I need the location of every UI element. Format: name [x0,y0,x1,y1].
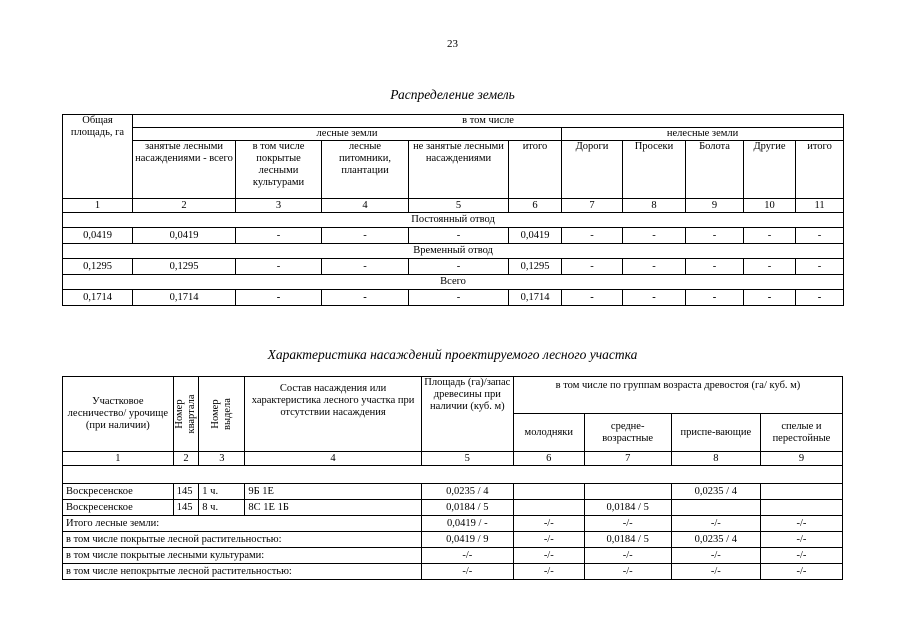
header-col: в том числе покрытые лесными культурами [236,141,322,199]
header-age: спелые и перестойные [760,414,842,452]
cell: -/- [760,516,842,532]
stand-characteristics-table [62,376,843,580]
cell: - [236,290,322,306]
col-number: 5 [421,452,513,466]
cell: -/- [671,564,760,580]
cell: - [796,259,844,275]
cell: 0,0184 / 5 [421,500,513,516]
header-age: молодняки [513,414,584,452]
cell: -/- [760,532,842,548]
cell: Воскресенское [63,500,174,516]
header-section [199,377,245,452]
cell: -/- [671,548,760,564]
col-number: 7 [584,452,671,466]
header-nonforest-lands: нелесные земли [562,128,844,141]
cell: -/- [671,516,760,532]
stand-characteristics-title: Характеристика насаждений проектируемого лесного участка [267,347,638,362]
empty-row [63,466,843,484]
cell: -/- [760,548,842,564]
header-including: в том числе [133,115,844,128]
cell [760,500,842,516]
cell: -/- [421,548,513,564]
land-distribution-title: Распределение земель [390,87,515,102]
cell [671,500,760,516]
summary-label: Итого лесные земли: [63,516,422,532]
summary-label: в том числе покрытые лесными культурами: [63,548,422,564]
col-number: 2 [133,199,236,213]
col-number: 4 [245,452,421,466]
cell: - [686,290,744,306]
cell: - [686,259,744,275]
cell [513,484,584,500]
cell: -/- [513,532,584,548]
col-number: 5 [409,199,509,213]
summary-label: в том числе покрытые лесной растительностью: [63,532,422,548]
cell: 0,1714 [509,290,562,306]
cell: -/- [584,548,671,564]
cell: 145 [173,500,199,516]
cell: - [744,290,796,306]
cell: - [322,290,409,306]
cell: - [623,259,686,275]
cell: 0,0419 [133,228,236,244]
cell [584,484,671,500]
cell: - [322,259,409,275]
cell: - [562,290,623,306]
cell: - [409,259,509,275]
header-col: Дороги [562,141,623,199]
col-number: 2 [173,452,199,466]
header-col: Другие [744,141,796,199]
cell: 1 ч. [199,484,245,500]
col-number: 9 [686,199,744,213]
page-number: 23 [447,38,458,50]
cell [760,484,842,500]
col-number: 6 [513,452,584,466]
empty-cell [63,466,843,484]
cell: 0,0235 / 4 [671,484,760,500]
table-row [63,484,843,500]
col-number: 6 [509,199,562,213]
cell: Воскресенское [63,484,174,500]
cell: 0,0235 / 4 [671,532,760,548]
summary-row [63,516,843,532]
cell: 0,0184 / 5 [584,500,671,516]
table-row [63,290,844,306]
cell: -/- [513,516,584,532]
cell: -/- [421,564,513,580]
cell: 145 [173,484,199,500]
col-number: 3 [236,199,322,213]
summary-row [63,532,843,548]
col-number: 8 [623,199,686,213]
cell: -/- [760,564,842,580]
cell: - [623,290,686,306]
cell: - [686,228,744,244]
cell: 0,0419 [63,228,133,244]
cell: -/- [513,548,584,564]
header-age: приспе-вающие [671,414,760,452]
cell: 0,1295 [133,259,236,275]
cell: - [623,228,686,244]
header-col: итого [796,141,844,199]
col-number: 3 [199,452,245,466]
table-row [63,500,843,516]
cell: 0,1295 [509,259,562,275]
col-number: 8 [671,452,760,466]
col-number: 1 [63,452,174,466]
cell: 0,0419 / 9 [421,532,513,548]
cell: -/- [513,564,584,580]
header-col: занятые лесными насаждениями - всего [133,141,236,199]
section-label-total: Всего [63,275,844,290]
cell: -/- [584,516,671,532]
col-number: 7 [562,199,623,213]
header-age: средне-возрастные [584,414,671,452]
cell: - [744,228,796,244]
cell: 0,1295 [63,259,133,275]
cell: -/- [584,564,671,580]
cell: 8 ч. [199,500,245,516]
table-row [63,228,844,244]
section-label-permanent: Постоянный отвод [63,213,844,228]
header-quarter [173,377,199,452]
col-number: 10 [744,199,796,213]
cell: - [236,228,322,244]
cell: 0,0419 [509,228,562,244]
header-col: Просеки [623,141,686,199]
section-label-temporary: Временный отвод [63,244,844,259]
cell: - [796,290,844,306]
header-forestry: Участковое лесничество/ урочище (при наличии) [63,377,174,452]
cell: - [409,228,509,244]
cell: 8С 1Е 1Б [245,500,421,516]
cell: 0,0419 / - [421,516,513,532]
summary-label: в том числе непокрытые лесной растительностью: [63,564,422,580]
header-col: не занятые лесными насаждениями [409,141,509,199]
header-forest-lands: лесные земли [133,128,562,141]
cell: - [409,290,509,306]
col-number: 9 [760,452,842,466]
header-col: лесные питомники, плантации [322,141,409,199]
header-age-groups: в том числе по группам возраста древостоя (га/ куб. м) [513,377,842,414]
cell: - [796,228,844,244]
col-number: 11 [796,199,844,213]
header-col: Болота [686,141,744,199]
col-number: 1 [63,199,133,213]
summary-row [63,548,843,564]
cell: - [562,228,623,244]
cell: 0,1714 [133,290,236,306]
cell: - [562,259,623,275]
cell: 0,0235 / 4 [421,484,513,500]
cell: 0,1714 [63,290,133,306]
header-quarter-text: Номер квартала [173,394,197,434]
header-total-area: Общая площадь, га [63,115,133,199]
land-distribution-table [62,114,844,306]
header-area-stock: Площадь (га)/запас древесины при наличии (куб. м) [421,377,513,452]
cell: - [744,259,796,275]
cell: 9Б 1Е [245,484,421,500]
header-composition: Состав насаждения или характеристика лесного участка при отсутствии насаждения [245,377,421,452]
header-section-text: Номер выдела [209,398,233,430]
cell [513,500,584,516]
cell: - [322,228,409,244]
col-number: 4 [322,199,409,213]
header-col: итого [509,141,562,199]
summary-row [63,564,843,580]
cell: 0,0184 / 5 [584,532,671,548]
table-row [63,259,844,275]
cell: - [236,259,322,275]
